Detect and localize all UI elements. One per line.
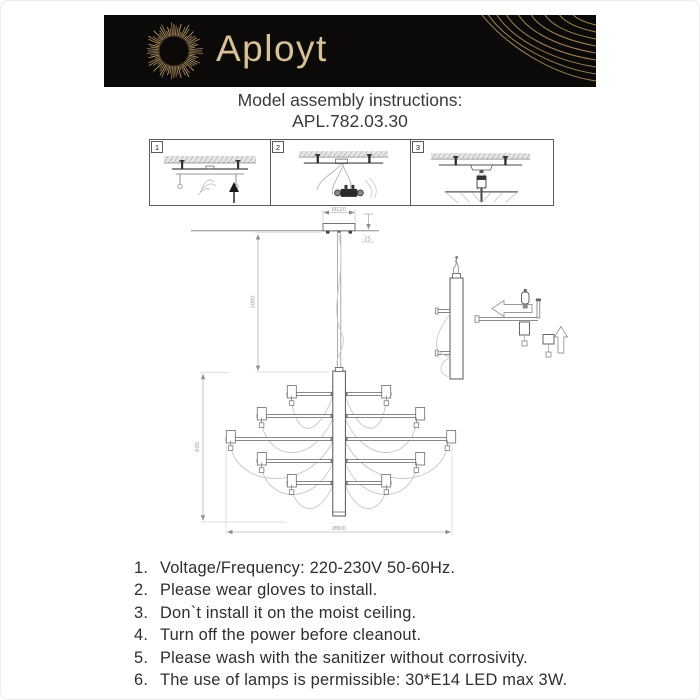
model-number: APL.782.03.30 [292,111,408,131]
center-column [333,371,346,516]
step-1-drawing [150,140,270,205]
assembly-steps [149,139,554,206]
assembly-detail-drawing [436,256,568,379]
step-panel-1 [149,139,271,206]
up-arrow-icon [555,327,568,354]
step-number-3: 3 [412,141,424,153]
step-panel-3 [410,139,554,206]
step-2-drawing [271,140,410,205]
instruction-list [134,557,567,691]
sunburst-logo-icon [130,15,218,87]
dim-suspension-length: 1000 [250,295,257,309]
step-3-drawing [411,140,553,205]
list-item: 2. Please wear gloves to install. [134,581,378,600]
brand-name: Aployt [216,27,328,69]
page-title: Model assembly instructions: [237,90,463,110]
list-item: 4. Turn off the power before cleanout. [134,626,422,645]
brand-banner [104,15,596,87]
dim-fixture-diameter: Ø800 [332,526,346,532]
list-item: 5. Please wash with the sanitizer without corrosivity. [134,648,528,667]
list-item: 1. Voltage/Frequency: 220-230V 50-60Hz. [134,559,456,577]
step-number-2: 2 [272,141,284,153]
list-item: 6. The use of lamps is permissible: 30*E14 LED max 3W. [134,671,568,690]
list-item: 3. Don`t install it on the moist ceiling. [134,603,417,622]
chandelier-technical-drawing [171,201,571,549]
step-panel-2 [270,139,411,206]
banner-rays-decoration [386,15,596,87]
dim-canopy-height: 25 [364,236,371,243]
dim-fixture-height: 600 [195,442,201,452]
bulb-icon [522,292,530,304]
dim-canopy-diameter: Ø120 [332,206,346,213]
step-number-1: 1 [151,141,163,153]
